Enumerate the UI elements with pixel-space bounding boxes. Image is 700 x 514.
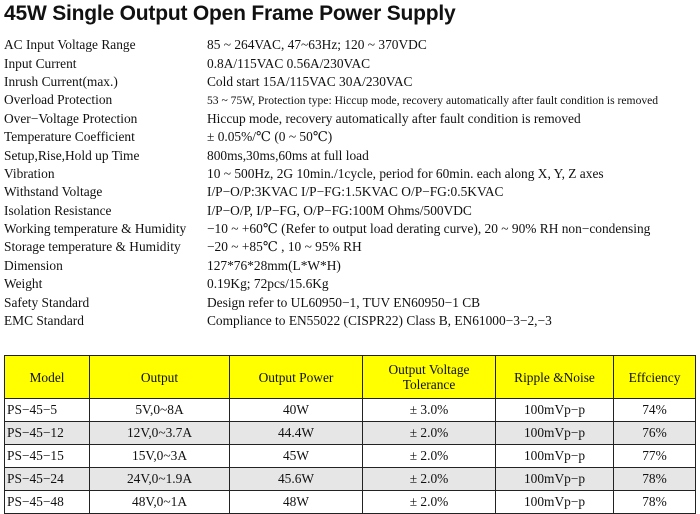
cell-tolerance: ± 3.0% bbox=[363, 399, 496, 422]
cell-ripple-noise: 100mVp−p bbox=[496, 445, 614, 468]
spec-row-weight bbox=[4, 275, 698, 293]
cell-efficiency: 74% bbox=[614, 399, 696, 422]
spec-value: 800ms,30ms,60ms at full load bbox=[207, 147, 369, 163]
spec-label: EMC Standard bbox=[4, 313, 84, 329]
header-output-power: Output Power bbox=[230, 356, 363, 399]
spec-row-storage-temperature bbox=[4, 238, 698, 256]
cell-output-power: 45W bbox=[230, 445, 363, 468]
cell-ripple-noise: 100mVp−p bbox=[496, 422, 614, 445]
cell-efficiency: 78% bbox=[614, 468, 696, 491]
spec-row-temperature-coefficient bbox=[4, 128, 698, 146]
spec-row-isolation-resistance bbox=[4, 202, 698, 220]
header-ripple-noise: Ripple &Noise bbox=[496, 356, 614, 399]
spec-value: 0.8A/115VAC 0.56A/230VAC bbox=[207, 55, 371, 71]
table-row bbox=[5, 422, 696, 445]
spec-value: 0.19Kg; 72pcs/15.6Kg bbox=[207, 276, 329, 292]
spec-row-setup-time bbox=[4, 146, 698, 164]
spec-label: Working temperature & Humidity bbox=[4, 221, 187, 237]
spec-label: Withstand Voltage bbox=[4, 184, 103, 200]
cell-ripple-noise: 100mVp−p bbox=[496, 399, 614, 422]
cell-output: 15V,0~3A bbox=[90, 445, 230, 468]
header-voltage-tolerance: Output Voltage Tolerance bbox=[363, 356, 496, 399]
cell-output: 5V,0~8A bbox=[90, 399, 230, 422]
spec-value: I/P−O/P:3KVAC I/P−FG:1.5KVAC O/P−FG:0.5KVAC bbox=[207, 184, 504, 200]
spec-row-inrush-current bbox=[4, 73, 698, 91]
spec-label: Inrush Current(max.) bbox=[4, 73, 118, 89]
cell-model: PS−45−5 bbox=[5, 399, 90, 422]
cell-tolerance: ± 2.0% bbox=[363, 491, 496, 514]
spec-value: 85 ~ 264VAC, 47~63Hz; 120 ~ 370VDC bbox=[207, 37, 427, 53]
table-row bbox=[5, 399, 696, 422]
spec-value: Cold start 15A/115VAC 30A/230VAC bbox=[207, 73, 413, 89]
header-efficiency: Effciency bbox=[614, 356, 696, 399]
spec-value: ± 0.05%/℃ (0 ~ 50℃) bbox=[207, 129, 333, 145]
cell-model: PS−45−12 bbox=[5, 422, 90, 445]
spec-row-emc-standard bbox=[4, 312, 698, 330]
spec-label: Setup,Rise,Hold up Time bbox=[4, 147, 140, 163]
spec-label: AC Input Voltage Range bbox=[4, 37, 136, 53]
spec-row-input-current bbox=[4, 54, 698, 72]
spec-value: Compliance to EN55022 (CISPR22) Class B, EN61000−3−2,−3 bbox=[207, 313, 552, 329]
spec-row-dimension bbox=[4, 257, 698, 275]
spec-label: Dimension bbox=[4, 257, 63, 273]
spec-label: Safety Standard bbox=[4, 294, 90, 310]
model-table bbox=[4, 355, 696, 514]
cell-output-power: 48W bbox=[230, 491, 363, 514]
spec-value: 127*76*28mm(L*W*H) bbox=[207, 257, 341, 273]
table-row bbox=[5, 468, 696, 491]
spec-value: −10 ~ +60℃ (Refer to output load derating curve), 20 ~ 90% RH non−condensing bbox=[207, 221, 651, 237]
cell-model: PS−45−24 bbox=[5, 468, 90, 491]
cell-output: 48V,0~1A bbox=[90, 491, 230, 514]
cell-model: PS−45−48 bbox=[5, 491, 90, 514]
table-header-row bbox=[5, 356, 696, 399]
spec-label: Temperature Coefficient bbox=[4, 129, 135, 145]
header-model: Model bbox=[5, 356, 90, 399]
spec-row-vibration bbox=[4, 165, 698, 183]
cell-ripple-noise: 100mVp−p bbox=[496, 491, 614, 514]
spec-label: Weight bbox=[4, 276, 43, 292]
spec-value: Design refer to UL60950−1, TUV EN60950−1 CB bbox=[207, 294, 481, 310]
spec-list bbox=[4, 36, 698, 330]
spec-label: Vibration bbox=[4, 165, 55, 181]
spec-value: I/P−O/P, I/P−FG, O/P−FG:100M Ohms/500VDC bbox=[207, 202, 472, 218]
spec-row-over-voltage-protection bbox=[4, 110, 698, 128]
cell-efficiency: 78% bbox=[614, 491, 696, 514]
table-row bbox=[5, 445, 696, 468]
spec-label: Over−Voltage Protection bbox=[4, 110, 138, 126]
spec-value: 53 ~ 75W, Protection type: Hiccup mode, recovery automatically after fault condition is removed bbox=[207, 93, 659, 107]
cell-output-power: 44.4W bbox=[230, 422, 363, 445]
header-output: Output bbox=[90, 356, 230, 399]
spec-row-overload-protection bbox=[4, 91, 698, 109]
spec-value: 10 ~ 500Hz, 2G 10min./1cycle, period for 60min. each along X, Y, Z axes bbox=[207, 165, 604, 181]
page-title: 45W Single Output Open Frame Power Supply bbox=[4, 2, 456, 25]
cell-output-power: 40W bbox=[230, 399, 363, 422]
spec-label: Storage temperature & Humidity bbox=[4, 239, 181, 255]
cell-output: 12V,0~3.7A bbox=[90, 422, 230, 445]
spec-value: Hiccup mode, recovery automatically after fault condition is removed bbox=[207, 110, 581, 126]
spec-value: −20 ~ +85℃ , 10 ~ 95% RH bbox=[207, 239, 362, 255]
cell-tolerance: ± 2.0% bbox=[363, 422, 496, 445]
spec-row-working-temperature bbox=[4, 220, 698, 238]
spec-row-ac-input bbox=[4, 36, 698, 54]
spec-row-withstand-voltage bbox=[4, 183, 698, 201]
spec-label: Overload Protection bbox=[4, 92, 113, 108]
cell-ripple-noise: 100mVp−p bbox=[496, 468, 614, 491]
cell-efficiency: 77% bbox=[614, 445, 696, 468]
cell-output: 24V,0~1.9A bbox=[90, 468, 230, 491]
cell-output-power: 45.6W bbox=[230, 468, 363, 491]
spec-row-safety-standard bbox=[4, 293, 698, 311]
table-row bbox=[5, 491, 696, 514]
cell-tolerance: ± 2.0% bbox=[363, 445, 496, 468]
cell-tolerance: ± 2.0% bbox=[363, 468, 496, 491]
cell-model: PS−45−15 bbox=[5, 445, 90, 468]
spec-label: Isolation Resistance bbox=[4, 202, 112, 218]
spec-label: Input Current bbox=[4, 55, 77, 71]
cell-efficiency: 76% bbox=[614, 422, 696, 445]
